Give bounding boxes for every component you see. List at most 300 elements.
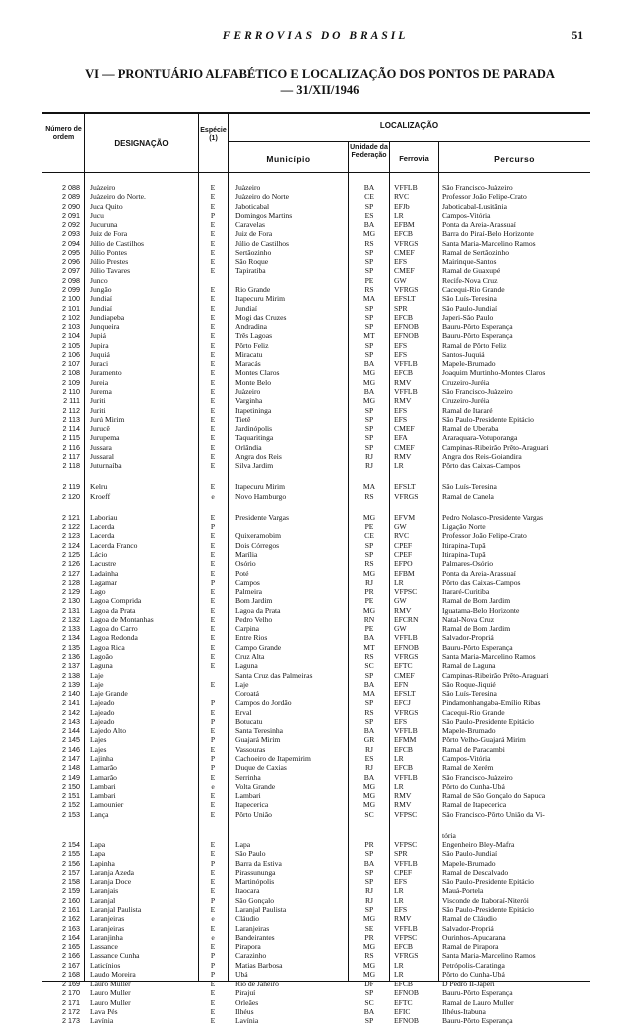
cell-especie: E bbox=[210, 192, 216, 202]
localization-group-rule bbox=[228, 141, 590, 142]
cell-numero: 2 171 bbox=[62, 997, 80, 1007]
cell-percurso: Petrópolis-Caratinga bbox=[442, 960, 505, 970]
cell-designacao: Lagoa da Prata bbox=[90, 605, 136, 615]
cell-percurso: Recife-Nova Cruz bbox=[442, 275, 498, 285]
cell-uf: PR bbox=[364, 840, 374, 850]
cell-municipio: Montes Claros bbox=[235, 368, 280, 378]
cell-numero: 2 118 bbox=[62, 461, 80, 471]
cell-ferrovia: EFS bbox=[394, 340, 408, 350]
cell-municipio: Taquaritinga bbox=[235, 433, 274, 443]
cell-percurso: Ramal de Guaxupé bbox=[442, 266, 501, 276]
cell-numero: 2 125 bbox=[62, 550, 80, 559]
cell-numero: 2 122 bbox=[62, 522, 80, 532]
cell-especie: E bbox=[210, 905, 216, 914]
cell-ferrovia: VFRGS bbox=[394, 285, 419, 294]
cell-percurso: Iguatama-Belo Horizonte bbox=[442, 605, 520, 615]
cell-designacao: Lassance Cunha bbox=[90, 951, 140, 961]
cell-ferrovia: CPEF bbox=[394, 540, 413, 550]
cell-uf: SP bbox=[364, 424, 374, 433]
cell-designacao: Laje Grande bbox=[90, 689, 128, 698]
cell-municipio: Ubá bbox=[235, 969, 248, 979]
cell-uf: BA bbox=[363, 386, 375, 396]
cell-numero: 2 149 bbox=[62, 772, 80, 782]
cell-especie: E bbox=[210, 396, 216, 406]
cell-municipio: São Paulo bbox=[235, 849, 266, 859]
cell-numero: 2 099 bbox=[62, 285, 80, 294]
cell-ferrovia: VFFLB bbox=[394, 772, 418, 782]
cell-designacao: Kroeff bbox=[90, 491, 111, 501]
cell-designacao: Lauro Muller bbox=[90, 997, 131, 1007]
table-row bbox=[42, 461, 590, 471]
cell-municipio: Carazinho bbox=[235, 951, 267, 961]
cell-designacao: Jurú Mirim bbox=[90, 414, 125, 424]
cell-uf: MT bbox=[363, 642, 375, 652]
cell-ferrovia: VFFLB bbox=[394, 858, 418, 868]
cell-percurso: Santos-Juquiá bbox=[442, 349, 485, 359]
cell-numero: 2 126 bbox=[62, 559, 80, 569]
cell-numero: 2 115 bbox=[62, 433, 80, 443]
cell-percurso: Ourinhos-Apucarana bbox=[442, 932, 506, 942]
cell-municipio: Laje bbox=[235, 679, 249, 689]
cell-uf: MT bbox=[363, 331, 375, 341]
cell-numero: 2 112 bbox=[62, 405, 80, 415]
cell-uf: SP bbox=[364, 414, 374, 424]
cell-percurso: Ramal de Cláudio bbox=[442, 914, 497, 924]
cell-numero: 2 155 bbox=[62, 849, 80, 859]
cell-municipio: Maracás bbox=[235, 359, 261, 369]
cell-ferrovia: LR bbox=[394, 753, 404, 763]
cell-municipio: Caravelas bbox=[235, 220, 265, 230]
cell-designacao: Lácio bbox=[90, 550, 108, 559]
cell-uf: DF bbox=[364, 979, 374, 989]
cell-numero: 2 172 bbox=[62, 1006, 80, 1016]
cell-designacao: Lago bbox=[90, 587, 106, 597]
header-unidade: Unidade da Federação bbox=[350, 144, 388, 159]
cell-municipio: Mogi das Cruzes bbox=[235, 312, 287, 322]
cell-designacao: Laje bbox=[90, 670, 104, 680]
cell-ferrovia: LR bbox=[394, 781, 404, 791]
cell-percurso: Pôrto do Cunha-Ubá bbox=[442, 781, 505, 791]
cell-municipio: Pôrto União bbox=[235, 809, 272, 819]
cell-especie: E bbox=[210, 220, 216, 230]
cell-designacao: Júlio Pontes bbox=[90, 247, 127, 257]
cell-percurso: Ilhéus-Itabuna bbox=[442, 1006, 486, 1016]
cell-ferrovia: VFFLB bbox=[394, 726, 418, 736]
cell-designacao: Lagoa Rica bbox=[90, 642, 125, 652]
cell-numero: 2 124 bbox=[62, 540, 80, 550]
cell-percurso: São Paulo-Presidente Epitácio bbox=[442, 905, 534, 914]
cell-municipio: Novo Hamburgo bbox=[235, 491, 287, 501]
cell-percurso: Bauru-Pôrto Esperança bbox=[442, 331, 513, 341]
cell-ferrovia: EFCB bbox=[394, 368, 413, 378]
cell-designacao: Lapa bbox=[90, 840, 106, 850]
cell-numero: 2 096 bbox=[62, 257, 80, 267]
cell-percurso: Pôrto das Caixas-Campos bbox=[442, 577, 521, 587]
cell-ferrovia: EFS bbox=[394, 716, 408, 726]
cell-designacao: Junco bbox=[90, 275, 108, 285]
cell-especie: E bbox=[210, 886, 216, 896]
cell-especie: P bbox=[210, 210, 216, 220]
cell-ferrovia: VFFLB bbox=[394, 359, 418, 369]
cell-numero: 2 153 bbox=[62, 809, 80, 819]
cell-especie: E bbox=[210, 424, 216, 433]
cell-designacao: Lambari bbox=[90, 781, 116, 791]
cell-uf: SP bbox=[364, 257, 374, 267]
cell-designacao: Lajes bbox=[90, 735, 107, 745]
cell-percurso: D Pedro II-Japeri bbox=[442, 979, 495, 989]
cell-numero: 2 139 bbox=[62, 679, 80, 689]
cell-municipio: Pirajuí bbox=[235, 988, 256, 998]
cell-ferrovia: GW bbox=[394, 596, 407, 606]
cell-ferrovia: LR bbox=[394, 210, 404, 220]
cell-municipio: Itapecuru Mirim bbox=[235, 482, 285, 492]
cell-numero: 2 162 bbox=[62, 914, 80, 924]
cell-uf: SP bbox=[364, 405, 374, 415]
cell-especie: E bbox=[210, 482, 216, 492]
cell-numero: 2 147 bbox=[62, 753, 80, 763]
cell-percurso: Ramal de Itapecerica bbox=[442, 800, 507, 810]
cell-especie: E bbox=[210, 368, 216, 378]
cell-percurso: Angra dos Reis-Goiandira bbox=[442, 451, 522, 461]
cell-municipio: São Gonçalo bbox=[235, 895, 275, 905]
cell-designacao: Juàzeiro do Norte. bbox=[90, 192, 146, 202]
cell-uf: RS bbox=[364, 951, 374, 961]
cell-especie: E bbox=[210, 596, 216, 606]
cell-uf: SP bbox=[364, 247, 374, 257]
cell-ferrovia: RVC bbox=[394, 531, 410, 541]
cell-percurso: Ramal de Sertãozinho bbox=[442, 247, 510, 257]
cell-municipio: Campos bbox=[235, 577, 260, 587]
cell-especie: e bbox=[211, 491, 215, 501]
cell-ferrovia: EFNOB bbox=[394, 988, 419, 998]
cell-numero: 2 133 bbox=[62, 624, 80, 634]
cell-percurso: São Paulo-Jundiaí bbox=[442, 303, 498, 313]
cell-percurso: São Roque-Jiquié bbox=[442, 679, 496, 689]
cell-numero: 2 146 bbox=[62, 744, 80, 754]
cell-ferrovia: EFSLT bbox=[394, 294, 416, 304]
cell-municipio: Entre Rios bbox=[235, 633, 268, 643]
cell-designacao: Jussara bbox=[90, 442, 112, 452]
cell-ferrovia: RMV bbox=[394, 377, 412, 387]
cell-ferrovia: LR bbox=[394, 960, 404, 970]
cell-ferrovia: EFN bbox=[394, 679, 409, 689]
cell-uf: MG bbox=[362, 229, 376, 239]
cell-municipio: Tietê bbox=[235, 414, 251, 424]
cell-especie: P bbox=[210, 577, 216, 587]
cell-ferrovia: RMV bbox=[394, 396, 412, 406]
header-numero: Número de ordem bbox=[45, 126, 82, 141]
cell-ferrovia: EFSLT bbox=[394, 689, 416, 698]
cell-numero: 2 157 bbox=[62, 867, 80, 877]
cell-numero: 2 098 bbox=[62, 275, 80, 285]
cell-municipio: Lapa bbox=[235, 840, 251, 850]
cell-municipio: Jardinópolis bbox=[235, 424, 273, 433]
cell-percurso: Itirapina-Tupã bbox=[442, 540, 486, 550]
cell-percurso: Cruzeiro-Juréia bbox=[442, 377, 490, 387]
cell-municipio: Laguna bbox=[235, 661, 258, 671]
cell-uf: BA bbox=[363, 1006, 375, 1016]
cell-numero: 2 128 bbox=[62, 577, 80, 587]
cell-ferrovia: EFS bbox=[394, 414, 408, 424]
cell-percurso: Ligação Norte bbox=[442, 522, 486, 532]
cell-percurso: Japeri-São Paulo bbox=[442, 312, 494, 322]
cell-uf: SP bbox=[364, 1016, 374, 1026]
cell-uf: MG bbox=[362, 396, 376, 406]
cell-especie: E bbox=[210, 461, 216, 471]
header-bottom-rule bbox=[42, 172, 590, 173]
cell-especie: E bbox=[210, 229, 216, 239]
cell-especie: E bbox=[210, 923, 216, 933]
cell-ferrovia: CPEF bbox=[394, 867, 413, 877]
cell-ferrovia: EFMM bbox=[394, 735, 417, 745]
cell-percurso: Bauru-Pôrto Esperança bbox=[442, 1016, 513, 1026]
cell-numero: 2 156 bbox=[62, 858, 80, 868]
cell-designacao: Laguna bbox=[90, 661, 113, 671]
cell-designacao: Laticínios bbox=[90, 960, 121, 970]
cell-numero: 2 154 bbox=[62, 840, 80, 850]
cell-designacao: Lajeado bbox=[90, 707, 115, 717]
cell-ferrovia: VFRGS bbox=[394, 238, 419, 248]
cell-ferrovia: RMV bbox=[394, 791, 412, 800]
cell-percurso: Pôrto das Caixas-Campos bbox=[442, 461, 521, 471]
cell-uf: MG bbox=[362, 960, 376, 970]
cell-designacao: Laranjal bbox=[90, 895, 116, 905]
cell-especie: E bbox=[210, 540, 216, 550]
cell-especie: E bbox=[210, 531, 216, 541]
cell-numero: 2 167 bbox=[62, 960, 80, 970]
cell-uf: BA bbox=[363, 726, 375, 736]
cell-uf: BA bbox=[363, 220, 375, 230]
cell-percurso: Ramal de Bom Jardim bbox=[442, 596, 511, 606]
cell-especie: E bbox=[210, 550, 216, 559]
page-number: 51 bbox=[571, 30, 583, 42]
cell-municipio: Laranjal Paulista bbox=[235, 905, 287, 914]
cell-numero: 2 105 bbox=[62, 340, 80, 350]
cell-numero: 2 170 bbox=[62, 988, 80, 998]
cell-municipio: Volta Grande bbox=[235, 781, 276, 791]
cell-municipio: Marília bbox=[235, 550, 258, 559]
cell-especie: P bbox=[210, 960, 216, 970]
cell-ferrovia: VFRGS bbox=[394, 652, 419, 661]
cell-especie: e bbox=[211, 781, 215, 791]
cell-designacao: Lavínia bbox=[90, 1016, 114, 1026]
cell-especie: E bbox=[210, 633, 216, 643]
cell-designacao: Jureia bbox=[90, 377, 109, 387]
cell-numero: 2 145 bbox=[62, 735, 80, 745]
cell-uf: RS bbox=[364, 238, 374, 248]
cell-especie: E bbox=[210, 726, 216, 736]
cell-percurso: São Luís-Teresina bbox=[442, 482, 497, 492]
cell-uf: SP bbox=[364, 849, 374, 859]
header-localizacao: LOCALIZAÇÃO bbox=[379, 121, 439, 130]
cell-percurso: Palmares-Osório bbox=[442, 559, 494, 569]
cell-numero: 2 089 bbox=[62, 192, 80, 202]
cell-numero: 2 088 bbox=[62, 183, 80, 192]
cell-ferrovia: CMEF bbox=[394, 266, 415, 276]
cell-especie: E bbox=[210, 266, 216, 276]
cell-ferrovia: RMV bbox=[394, 451, 412, 461]
cell-percurso: Bauru-Pôrto Esperança bbox=[442, 988, 513, 998]
cell-uf: SP bbox=[364, 433, 374, 443]
cell-uf: MA bbox=[362, 482, 376, 492]
cell-uf: SP bbox=[364, 322, 374, 331]
cell-designacao: Juriti bbox=[90, 405, 106, 415]
cell-municipio: Júlio de Castilhos bbox=[235, 238, 290, 248]
cell-municipio: Campo Grande bbox=[235, 642, 282, 652]
cell-designacao: Lapinha bbox=[90, 858, 115, 868]
cell-uf: SP bbox=[364, 670, 374, 680]
cell-especie: E bbox=[210, 303, 216, 313]
cell-numero: 2 148 bbox=[62, 763, 80, 773]
cell-ferrovia: EFJb bbox=[394, 201, 410, 211]
cell-percurso: Visconde de Itaboraí-Niterói bbox=[442, 895, 529, 905]
cell-numero: 2 095 bbox=[62, 247, 80, 257]
cell-ferrovia: EFCB bbox=[394, 942, 413, 952]
cell-uf: RJ bbox=[364, 886, 374, 896]
cell-designacao: Junqueira bbox=[90, 322, 120, 331]
table-row bbox=[42, 492, 590, 502]
cell-percurso: Ramal de Lauro Muller bbox=[442, 997, 514, 1007]
cell-numero: 2 168 bbox=[62, 969, 80, 979]
cell-municipio: Erval bbox=[235, 707, 252, 717]
cell-numero: 2 120 bbox=[62, 491, 80, 501]
cell-designacao: Juquiá bbox=[90, 349, 110, 359]
cell-percurso: Salvador-Propriá bbox=[442, 923, 494, 933]
cell-numero: 2 138 bbox=[62, 670, 80, 680]
cell-percurso: Itirapina-Tupã bbox=[442, 550, 486, 559]
cell-numero: 2 091 bbox=[62, 210, 80, 220]
cell-uf: RJ bbox=[364, 461, 374, 471]
cell-numero: 2 106 bbox=[62, 349, 80, 359]
cell-especie: P bbox=[210, 858, 216, 868]
cell-percurso: Ramal de Paracambi bbox=[442, 744, 505, 754]
cell-municipio: Pôrto Feliz bbox=[235, 340, 269, 350]
cell-municipio: Lagoa da Prata bbox=[235, 605, 281, 615]
cell-uf: SP bbox=[364, 867, 374, 877]
cell-especie: E bbox=[210, 433, 216, 443]
cell-especie: E bbox=[210, 809, 216, 819]
cell-municipio: Lavínia bbox=[235, 1016, 259, 1026]
cell-percurso: São Luís-Teresina bbox=[442, 294, 497, 304]
table-row bbox=[42, 1016, 590, 1026]
cell-uf: SP bbox=[364, 201, 374, 211]
cell-ferrovia: SPR bbox=[394, 303, 408, 313]
cell-percurso: Bauru-Pôrto Esperança bbox=[442, 642, 513, 652]
cell-numero: 2 165 bbox=[62, 942, 80, 952]
cell-ferrovia: GW bbox=[394, 624, 407, 634]
cell-uf: MA bbox=[362, 294, 376, 304]
cell-numero: 2 097 bbox=[62, 266, 80, 276]
cell-uf: MG bbox=[362, 568, 376, 578]
cell-uf: RJ bbox=[364, 451, 374, 461]
cell-designacao: Laranjeiras bbox=[90, 923, 125, 933]
localization-table bbox=[42, 112, 590, 1026]
cell-percurso: Pedro Nolasco-Presidente Vargas bbox=[442, 512, 543, 522]
cell-designacao: Juriti bbox=[90, 396, 106, 406]
cell-ferrovia: VFPSC bbox=[394, 587, 418, 597]
cell-designacao: Lassance bbox=[90, 942, 118, 952]
cell-uf: MG bbox=[362, 781, 376, 791]
cell-designacao: Jundiaí bbox=[90, 303, 112, 313]
cell-uf: MG bbox=[362, 605, 376, 615]
cell-designacao: Juturnaíba bbox=[90, 461, 122, 471]
cell-especie: P bbox=[210, 753, 216, 763]
cell-ferrovia: EFS bbox=[394, 257, 408, 267]
cell-ferrovia: LR bbox=[394, 461, 404, 471]
cell-municipio: Miracatu bbox=[235, 349, 263, 359]
cell-numero: 2 135 bbox=[62, 642, 80, 652]
cell-uf: MG bbox=[362, 368, 376, 378]
cell-especie: E bbox=[210, 791, 216, 800]
cell-ferrovia: EFSLT bbox=[394, 482, 416, 492]
cell-municipio: Barra da Estiva bbox=[235, 858, 282, 868]
cell-municipio: Martinópolis bbox=[235, 877, 275, 887]
cell-municipio: Orlândia bbox=[235, 442, 262, 452]
cell-uf: PR bbox=[364, 587, 374, 597]
cell-percurso: Professor João Felipe-Crato bbox=[442, 531, 527, 541]
cell-percurso: Ramal de São Gonçalo do Sapuca bbox=[442, 791, 546, 800]
table-top-rule bbox=[42, 112, 590, 114]
cell-percurso: Bauru-Pôrto Esperança bbox=[442, 322, 513, 331]
cell-especie: E bbox=[210, 605, 216, 615]
cell-numero: 2 164 bbox=[62, 932, 80, 942]
cell-uf: SP bbox=[364, 312, 374, 322]
cell-especie: E bbox=[210, 568, 216, 578]
cell-percurso: São Francisco-Juàzeiro bbox=[442, 183, 513, 192]
cell-numero: 2 152 bbox=[62, 800, 80, 810]
cell-especie: E bbox=[210, 451, 216, 461]
cell-ferrovia: CPEF bbox=[394, 550, 413, 559]
cell-ferrovia: EFCB bbox=[394, 312, 413, 322]
cell-ferrovia: VFRGS bbox=[394, 951, 419, 961]
cell-ferrovia: VFPSC bbox=[394, 932, 418, 942]
cell-numero: 2 169 bbox=[62, 979, 80, 989]
cell-percurso: Campos-Vitória bbox=[442, 753, 491, 763]
cell-municipio: Juàzeiro bbox=[235, 386, 261, 396]
cell-designacao: Jussaral bbox=[90, 451, 115, 461]
cell-especie: E bbox=[210, 414, 216, 424]
cell-percurso: Ramal de Itararé bbox=[442, 405, 493, 415]
cell-municipio: Bom Jardim bbox=[235, 596, 273, 606]
cell-numero: 2 100 bbox=[62, 294, 80, 304]
cell-percurso: Ramal de Xerém bbox=[442, 763, 494, 773]
cell-designacao: Lauro Muller bbox=[90, 979, 131, 989]
cell-especie: E bbox=[210, 849, 216, 859]
cell-ferrovia: VFRGS bbox=[394, 491, 419, 501]
cell-uf: SP bbox=[364, 349, 374, 359]
cell-ferrovia: VFFLB bbox=[394, 183, 418, 192]
cell-ferrovia: EFCB bbox=[394, 763, 413, 773]
cell-designacao: Lava Pés bbox=[90, 1006, 118, 1016]
cell-numero: 2 127 bbox=[62, 568, 80, 578]
cell-municipio: Dois Córregos bbox=[235, 540, 280, 550]
cell-percurso: São Luís-Teresina bbox=[442, 689, 497, 698]
cell-uf: SP bbox=[364, 550, 374, 559]
cell-especie: E bbox=[210, 257, 216, 267]
cell-uf: RS bbox=[364, 491, 374, 501]
header-especie: Espécie (1) bbox=[200, 127, 227, 142]
cell-uf: MG bbox=[362, 791, 376, 800]
cell-uf: SC bbox=[364, 661, 374, 671]
cell-ferrovia: EFCB bbox=[394, 229, 413, 239]
cell-designacao: Jundiapeba bbox=[90, 312, 125, 322]
cell-uf: SC bbox=[364, 997, 374, 1007]
cell-especie: E bbox=[210, 359, 216, 369]
cell-designacao: Laranjinha bbox=[90, 932, 123, 942]
cell-percurso: Campinas-Ribeirão Prêto-Araguari bbox=[442, 442, 549, 452]
cell-municipio: Duque de Caxias bbox=[235, 763, 287, 773]
cell-ferrovia: EFPO bbox=[394, 559, 413, 569]
